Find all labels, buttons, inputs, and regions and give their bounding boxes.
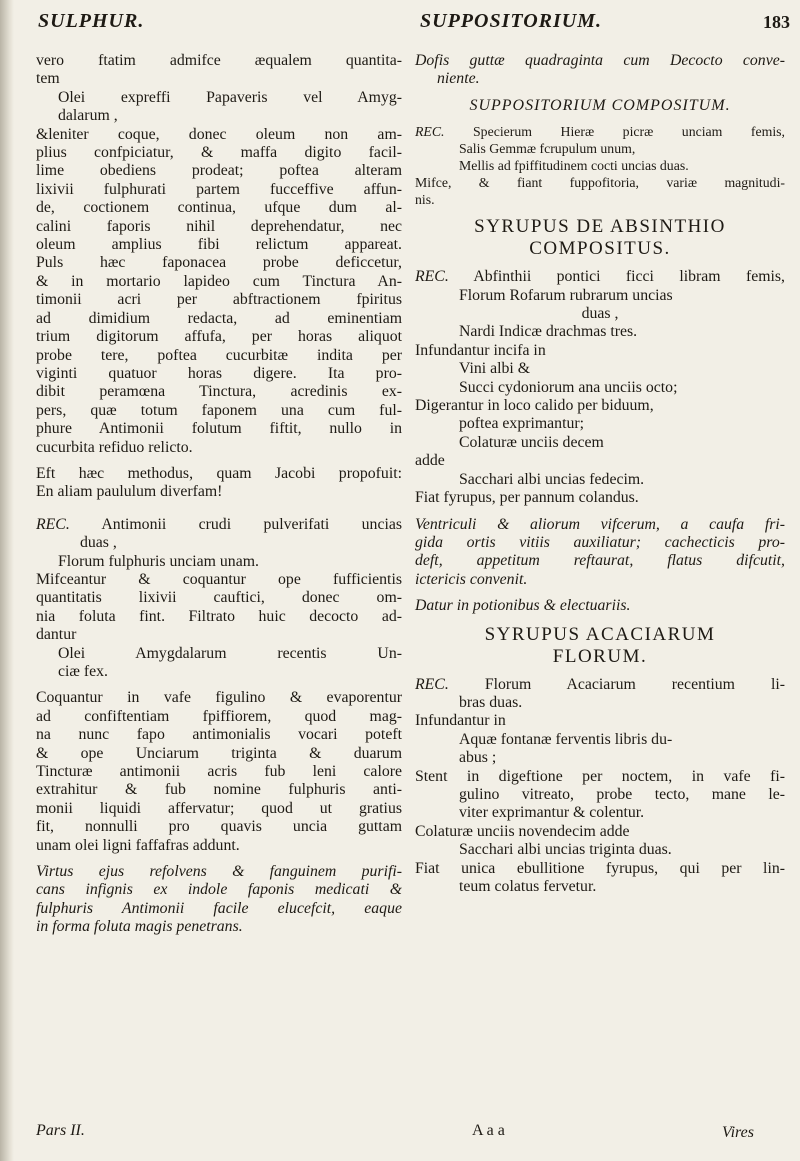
paragraph-colaturae: Colaturæ unciis novendecim adde Sacchari albi uncias triginta duas.: [415, 822, 672, 859]
paragraph-coquantur: Coquantur in vafe figulino & evaporentur ad confiftentiam fpiffiorem, quod mag- na nunc fapo antimonialis vocari poteft & ope Unciarum triginta & duarum Tincturæ antimonii acris fub leni calore extrahitur & fub nomine fulphuris anti- monii liquidi affervatur; quod ut gratius fit, nonnulli pro quavis uncia guttam unam olei ligni faffafras addunt.: [36, 689, 402, 854]
recipe-absinthio: REC. Abfinthii pontici ficci libram femis, Florum Rofarum rubrarum uncias duas , Nardi Indicæ drachmas tres.: [415, 268, 785, 341]
paragraph-dosis: Dofis guttæ quadraginta cum Decocto conve- niente.: [415, 52, 785, 88]
page-gutter-shadow: [0, 0, 14, 1161]
right-column: [415, 52, 785, 896]
ingredient-olei-papaveris: Olei expreffi Papaveris vel Amyg- dalarum ,: [58, 88, 402, 125]
rec-label: REC.: [36, 515, 70, 533]
paragraph-datur: Datur in potionibus & electuariis.: [415, 597, 631, 615]
section-title-suppositorium: SUPPOSITORIUM COMPOSITUM.: [469, 96, 731, 114]
recipe-antimonii: REC. Antimonii crudi pulverifati uncias duas , Florum fulphuris unciam unam.: [36, 515, 403, 570]
page-number: 183: [763, 12, 790, 32]
instructions-acaciarum: Infundantur in Aquæ fontanæ ferventis libris du- abus ;: [415, 712, 673, 767]
signature-mark-right: A a a: [472, 1122, 505, 1139]
running-head-left: SULPHUR.: [38, 10, 145, 32]
ingredient-olei-amygdalarum: Olei Amygdalarum recentis Un- ciæ fex.: [58, 644, 402, 680]
paragraph-fiat-unica: Fiat unica ebullitione fyrupus, qui per lin- teum colatus fervetur.: [415, 859, 785, 895]
paragraph-virtus: Virtus ejus refolvens & fanguinem purifi- cans infignis ex indole faponis medicati & fulphuris Antimonii facile elucefcit, eaque in forma foluta magis penetrans.: [36, 863, 402, 936]
signature-mark-left: Pars II.: [36, 1122, 85, 1139]
paragraph-methodus: Eft hæc methodus, quam Jacobi propofuit: En aliam paululum diverfam!: [36, 464, 402, 501]
recipe-suppositorium: REC. Specierum Hieræ picræ unciam femis, Salis Gemmæ fcrupulum unum, Mellis ad fpiffitudinem cocti uncias duas. Mifce, & fiant fuppofitoria, variæ magnitudi- nis.: [415, 124, 785, 208]
left-column: [36, 52, 402, 937]
rec-label: REC.: [415, 268, 449, 286]
catchword: Vires: [722, 1124, 754, 1141]
running-head-right: SUPPOSITORIUM.: [420, 10, 602, 32]
rec-label: REC.: [415, 675, 449, 693]
instructions-absinthio: Infundantur incifa in Vini albi & Succi cydoniorum ana unciis octo; Digerantur in loco calido per biduum, poftea exprimantur; Colaturæ unciis decem adde Sacchari albi uncias fedecim.: [415, 341, 678, 488]
section-subtitle-compositus: COMPOSITUS.: [529, 238, 671, 260]
rec-label: REC.: [415, 124, 445, 140]
paragraph-fiat-syrupus: Fiat fyrupus, per pannum colandus.: [415, 489, 639, 507]
paragraph-vero: vero ftatim admifce æqualem quantita- tem: [36, 52, 402, 88]
paragraph-mifceantur: Mifceantur & coquantur ope fufficientis quantitatis lixivii cauftici, donec om- nia foluta fint. Filtrato huic decocto ad- dantur: [36, 570, 402, 644]
section-title-syrupus-acaciarum: SYRUPUS ACACIARUM: [484, 623, 716, 645]
paragraph-stent: Stent in digeftione per noctem, in vafe fi- gulino vitreato, probe tecto, mane le- viter exprimantur & colentur.: [415, 767, 785, 822]
recipe-acaciarum: REC. Florum Acaciarum recentium li- bras duas.: [415, 675, 785, 711]
section-subtitle-florum: FLORUM.: [552, 645, 648, 667]
paragraph-leniter-coque: &leniter coque, donec oleum non am- plius confpiciatur, & maffa digito facil- lime obediens prodeat; poftea alteram lixivii fulphurati partem fucceffive affun- de, coctionem continua, ufque dum al- calini faporis nihil deprehendatur, nec oleum amplius fibi relictum appareat. Puls hæc faponacea probe deficcetur, & in mortario lapideo cum Tinctura An- timonii acri per abftractionem fpiritus ad dimidium redacta, ad eminentiam trium digitorum affufa, per horas aliquot probe tere, poftea cucurbitæ indita per viginti quatuor horas digere. Ita pro- dibit peramœna Tinctura, acredinis ex- pers, quæ totum faponem una cum ful- phure Antimonii folutum fiftit, nullo in cucurbita refiduo relicto.: [36, 125, 402, 456]
paragraph-ventriculi: Ventriculi & aliorum vifcerum, a caufa fri- gida ortis vitiis auxiliatur; cachecticis pro- deft, appetitum reftaurat, flatus difcutit, ictericis convenit.: [415, 515, 785, 588]
section-title-syrupus-absinthio: SYRUPUS DE ABSINTHIO: [474, 216, 726, 238]
